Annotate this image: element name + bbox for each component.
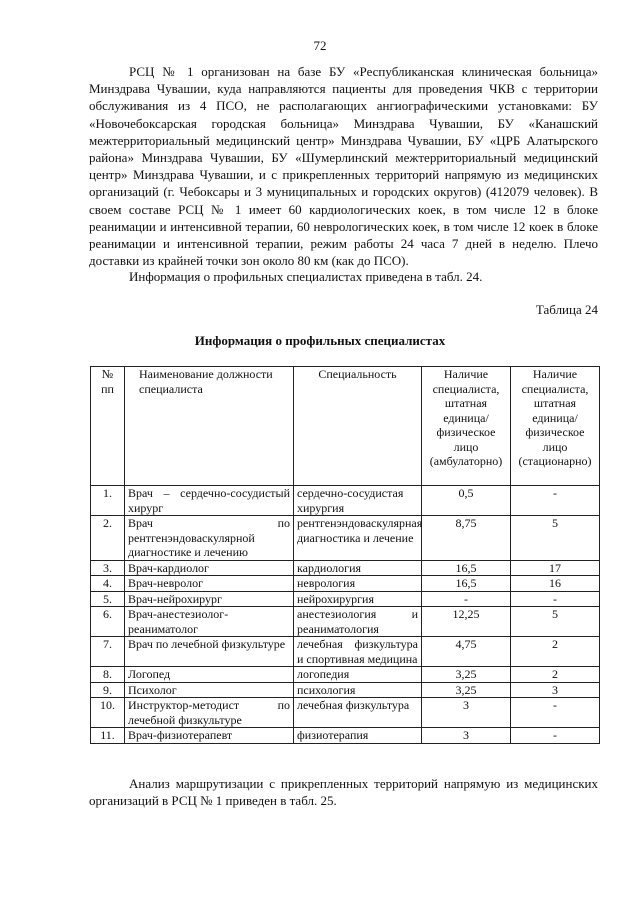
- cell-inpatient: -: [511, 728, 600, 744]
- table-row: [91, 637, 600, 667]
- table-row: [91, 667, 600, 683]
- cell-num: 11.: [91, 728, 125, 744]
- cell-position: Врач-нейрохирург: [125, 591, 294, 607]
- cell-inpatient: 3: [511, 682, 600, 698]
- cell-specialty: анестезиология и реаниматология: [294, 607, 422, 637]
- table-label: Таблица 24: [535, 302, 598, 317]
- cell-inpatient: -: [511, 591, 600, 607]
- cell-inpatient: 5: [511, 516, 600, 561]
- cell-specialty: лечебная физкультура: [294, 698, 422, 728]
- table-row: [91, 486, 600, 516]
- cell-specialty: рентгенэндоваскулярная диагностика и лечение: [294, 516, 422, 561]
- cell-inpatient: 16: [511, 576, 600, 592]
- cell-num: 7.: [91, 637, 125, 667]
- cell-position: Врач-анестезиолог-реаниматолог: [125, 607, 294, 637]
- header-specialty: Специальность: [294, 367, 422, 486]
- cell-specialty: нейрохирургия: [294, 591, 422, 607]
- table-row: [91, 698, 600, 728]
- cell-position: Психолог: [125, 682, 294, 698]
- cell-ambulatory: 16,5: [422, 560, 511, 576]
- cell-specialty: сердечно-сосудистая хирургия: [294, 486, 422, 516]
- cell-inpatient: 2: [511, 637, 600, 667]
- table-row: [91, 560, 600, 576]
- cell-inpatient: -: [511, 698, 600, 728]
- header-ambulatory: Наличие специалиста, штатная единица/физическое лицо (амбулаторно): [422, 367, 511, 486]
- cell-position: Врач-невролог: [125, 576, 294, 592]
- cell-ambulatory: 8,75: [422, 516, 511, 561]
- specialists-table: [90, 366, 600, 744]
- table-reference-paragraph: Информация о профильных специалистах приведена в табл. 24.: [129, 269, 483, 284]
- cell-specialty: логопедия: [294, 667, 422, 683]
- cell-ambulatory: 12,25: [422, 607, 511, 637]
- cell-specialty: психология: [294, 682, 422, 698]
- cell-inpatient: 17: [511, 560, 600, 576]
- cell-position: Врач-физиотерапевт: [125, 728, 294, 744]
- cell-num: 1.: [91, 486, 125, 516]
- cell-position: Врач-кардиолог: [125, 560, 294, 576]
- cell-ambulatory: 3,25: [422, 682, 511, 698]
- header-inpatient: Наличие специалиста, штатная единица/физическое лицо (стационарно): [511, 367, 600, 486]
- table-row: [91, 728, 600, 744]
- page-number: 72: [313, 38, 327, 53]
- cell-num: 8.: [91, 667, 125, 683]
- cell-specialty: лечебная физкультура и спортивная медицина: [294, 637, 422, 667]
- cell-ambulatory: 3: [422, 698, 511, 728]
- cell-inpatient: 2: [511, 667, 600, 683]
- cell-ambulatory: 16,5: [422, 576, 511, 592]
- table-row: [91, 607, 600, 637]
- cell-num: 3.: [91, 560, 125, 576]
- cell-position: Логопед: [125, 667, 294, 683]
- cell-position: Врач по рентгенэндоваскулярной диагностике и лечению: [125, 516, 294, 561]
- cell-ambulatory: 4,75: [422, 637, 511, 667]
- cell-inpatient: 5: [511, 607, 600, 637]
- cell-position: Врач по лечебной физкультуре: [125, 637, 294, 667]
- closing-paragraph: Анализ маршрутизации с прикрепленных территорий напрямую из медицинских организаций в РСЦ № 1 приведен в табл. 25.: [89, 776, 598, 809]
- cell-position: Инструктор-методист по лечебной физкультуре: [125, 698, 294, 728]
- intro-paragraph: РСЦ № 1 организован на базе БУ «Республиканская клиническая больница» Минздрава Чувашии, куда направляются пациенты для проведения ЧКВ с территории обслуживания из 4 ПСО, не располагающих ангиографическими установками: БУ «Новочебоксарская городская больница» Минздрава Чувашии, БУ «Канашский межтерриториальный медицинский центр» Минздрава Чувашии, БУ «ЦРБ Алатырского района» Минздрава Чувашии, БУ «Шумерлинский межтерриториальный медицинский центр» Минздрава Чувашии, и с прикрепленных территорий напрямую из медицинских организаций (г. Чебоксары и 3 муниципальных и городских округов) (412079 человек). В своем составе РСЦ № 1 имеет 60 кардиологических коек, в том числе 12 в блоке реанимации и интенсивной терапии, 60 неврологических коек, в том числе 12 коек в блоке реанимации и интенсивной терапии, режим работы 24 часа 7 дней в неделю. Плечо доставки из крайней точки зон около 80 км (как до ПСО).: [89, 64, 598, 269]
- cell-num: 5.: [91, 591, 125, 607]
- cell-num: 4.: [91, 576, 125, 592]
- table-body: [91, 486, 600, 744]
- cell-inpatient: -: [511, 486, 600, 516]
- cell-ambulatory: 0,5: [422, 486, 511, 516]
- cell-num: 9.: [91, 682, 125, 698]
- header-position: Наименование должности специалиста: [125, 367, 294, 486]
- table-row: [91, 576, 600, 592]
- cell-num: 2.: [91, 516, 125, 561]
- table-header-row: [91, 367, 600, 486]
- cell-num: 10.: [91, 698, 125, 728]
- table-row: [91, 591, 600, 607]
- table-row: [91, 682, 600, 698]
- cell-ambulatory: 3,25: [422, 667, 511, 683]
- header-num: № пп: [91, 367, 125, 486]
- cell-specialty: кардиология: [294, 560, 422, 576]
- cell-num: 6.: [91, 607, 125, 637]
- cell-specialty: неврология: [294, 576, 422, 592]
- cell-position: Врач – сердечно-сосудистый хирург: [125, 486, 294, 516]
- cell-specialty: физиотерапия: [294, 728, 422, 744]
- table-title: Информация о профильных специалистах: [194, 333, 446, 348]
- cell-ambulatory: 3: [422, 728, 511, 744]
- cell-ambulatory: -: [422, 591, 511, 607]
- table-row: [91, 516, 600, 561]
